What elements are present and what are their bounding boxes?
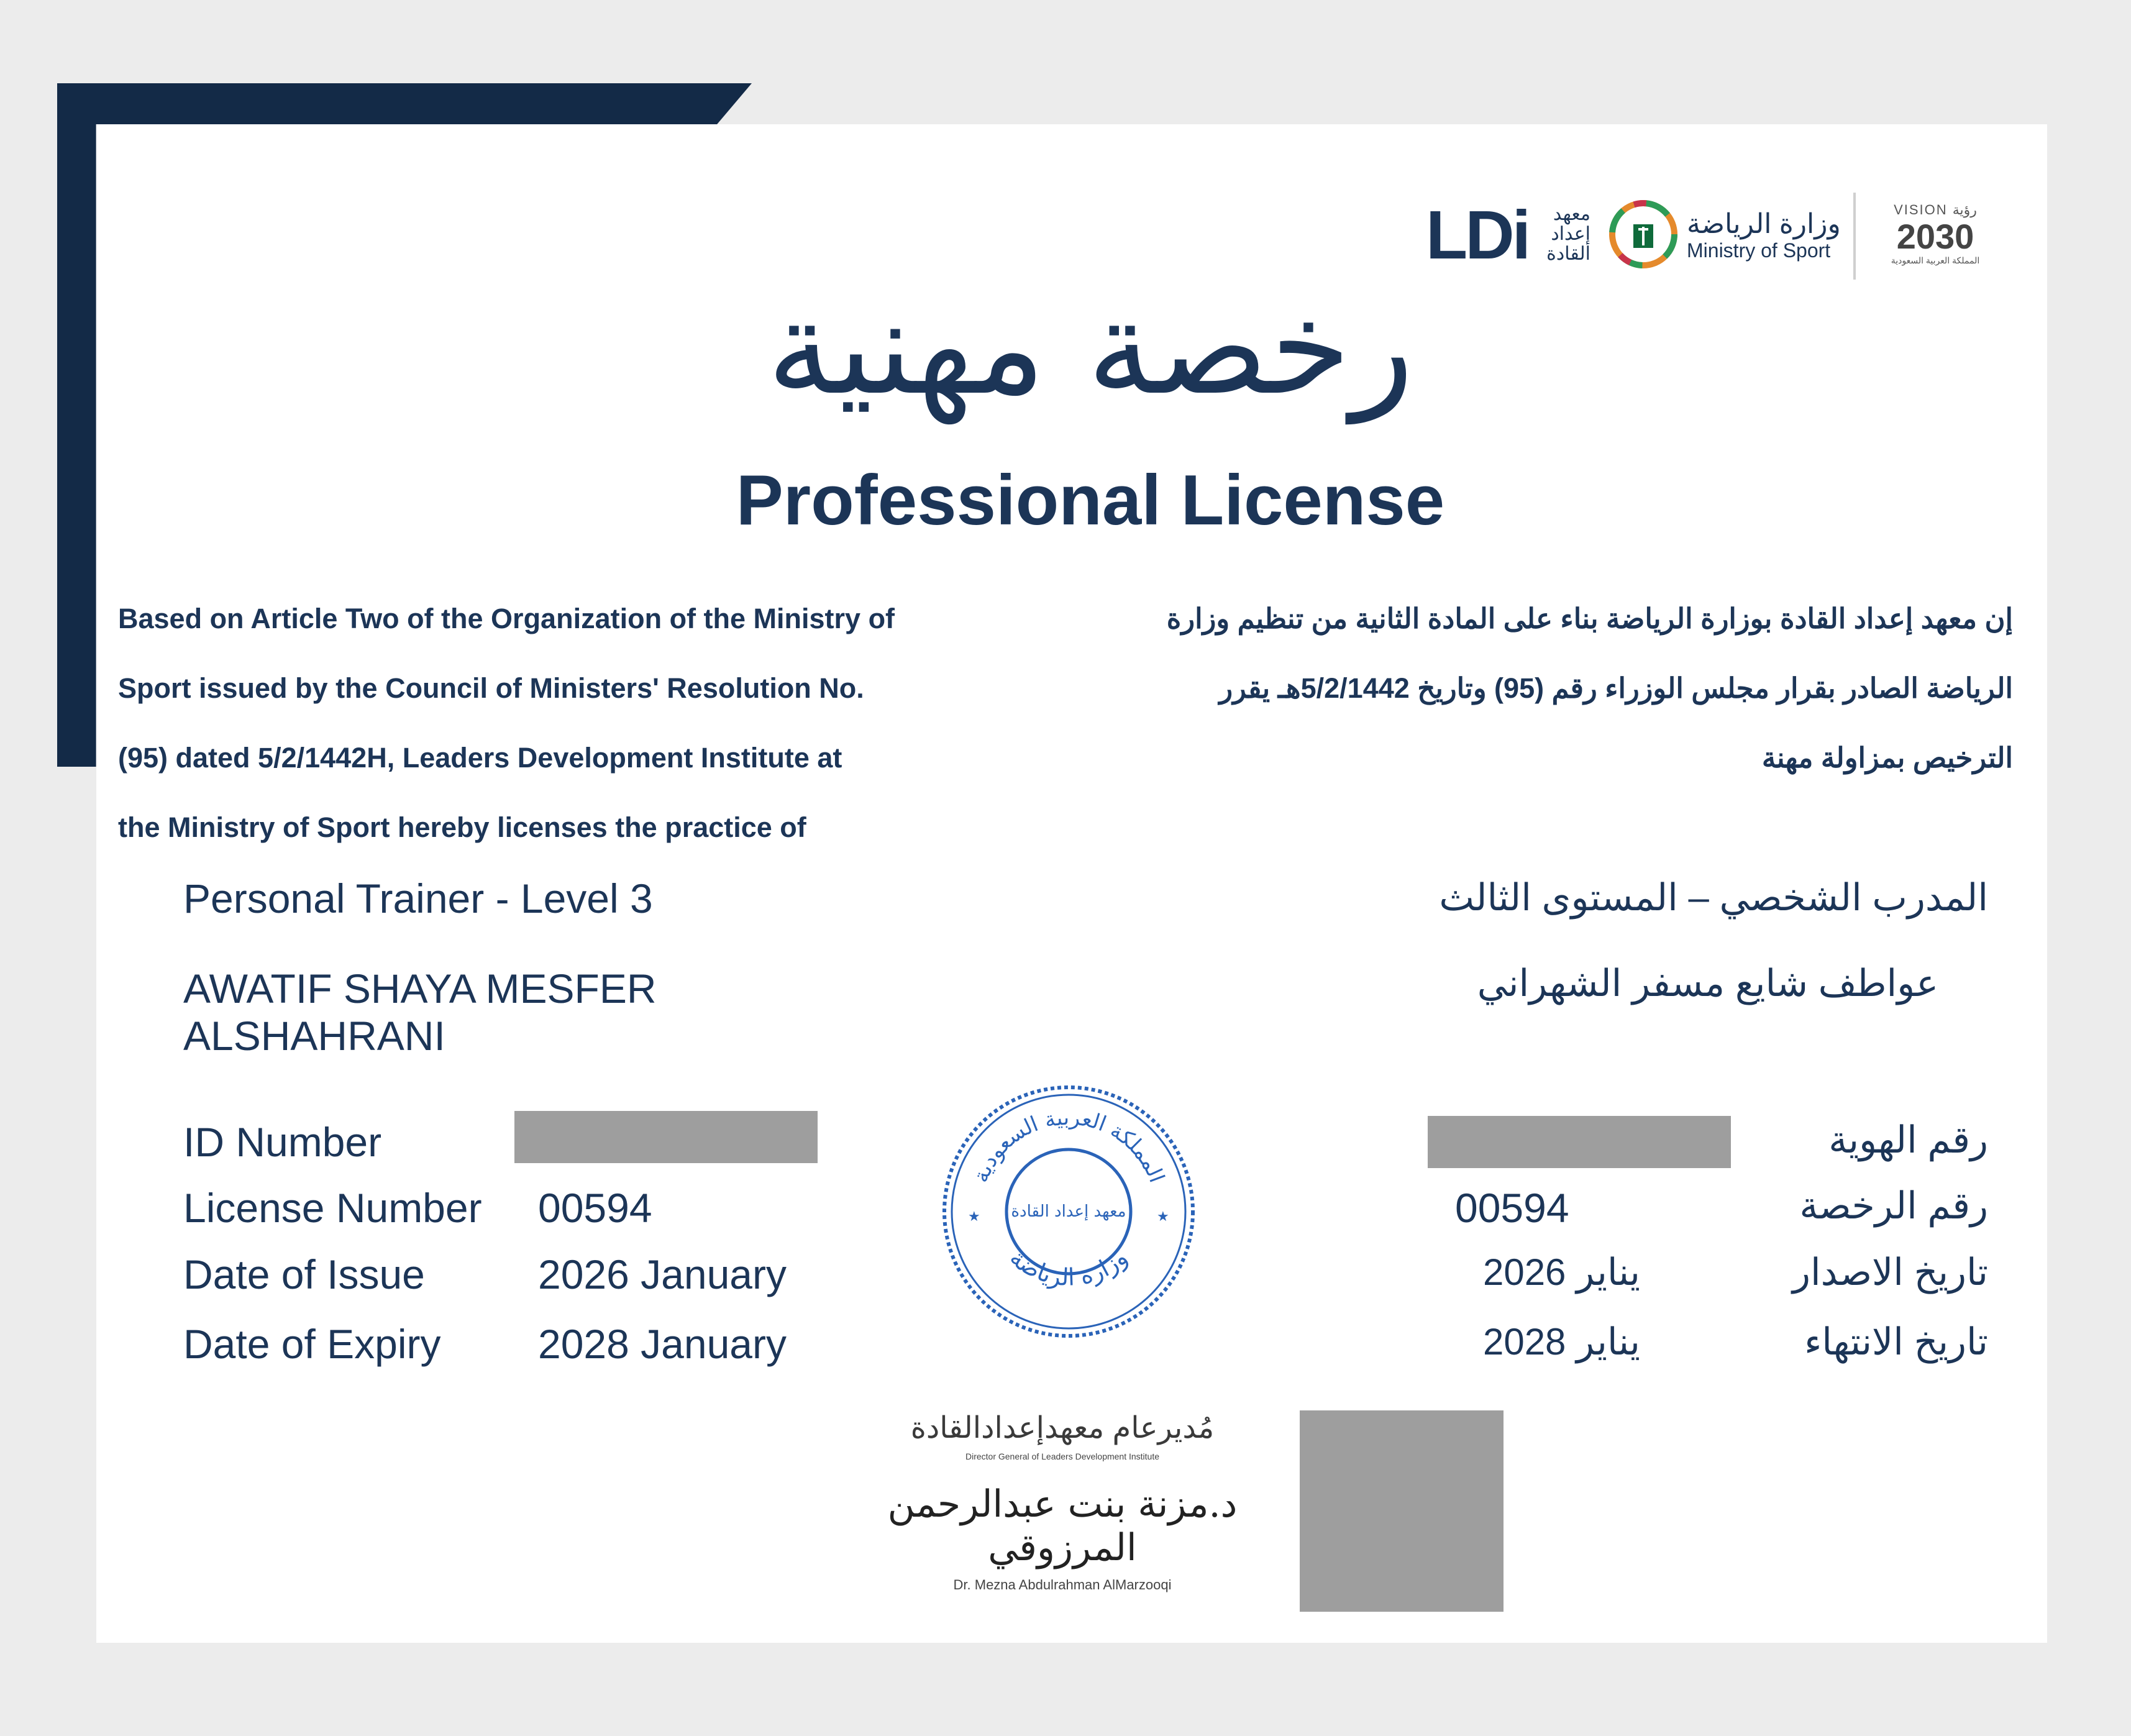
holder-name-en-line2: ALSHAHRANI [183, 1013, 445, 1059]
profession-arabic: المدرب الشخصي – المستوى الثالث [1439, 877, 1988, 918]
stamp-bottom-text: وزارة الرياضة [1004, 1243, 1133, 1291]
holder-name-en-line1: AWATIF SHAYA MESFER [183, 966, 657, 1012]
statement-en-line: Based on Article Two of the Organization of the Ministry of [118, 603, 895, 634]
ministry-name-arabic: وزارة الرياضة [1687, 209, 1841, 239]
statement-english [118, 584, 1000, 862]
id-number-label: ID Number [183, 1119, 382, 1165]
issue-date-label-arabic: تاريخ الاصدار [1792, 1251, 1988, 1293]
statement-en-line: (95) dated 5/2/1442H, Leaders Development Institute at [118, 742, 842, 774]
qr-code-redaction [1300, 1410, 1504, 1612]
statement-ar-line: إن معهد إعداد القادة بوزارة الرياضة بناء على المادة الثانية من تنظيم وزارة [1166, 603, 2013, 634]
svg-text:★: ★ [968, 1208, 980, 1224]
ministry-emblem-icon [1606, 197, 1681, 272]
statement-en-line: Sport issued by the Council of Ministers' Resolution No. [118, 672, 864, 704]
stamp-inner-text: معهد إعداد القادة [1011, 1202, 1126, 1221]
statement-arabic [1112, 584, 2013, 793]
id-number-redaction-en [514, 1111, 818, 1163]
id-number-label-arabic: رقم الهوية [1828, 1119, 1988, 1161]
issue-date-value-arabic: يناير 2026 [1482, 1251, 1640, 1293]
expiry-date-value: 2028 January [538, 1321, 787, 1367]
issue-date-value: 2026 January [538, 1251, 787, 1297]
expiry-date-label-arabic: تاريخ الانتهاء [1804, 1321, 1988, 1363]
vision-2030-logo [1886, 202, 1985, 266]
title-english: Professional License [736, 461, 1445, 540]
signatory-title-english: Director General of Leaders Development Institute [965, 1451, 1160, 1461]
ministry-name-english: Ministry of Sport [1687, 239, 1831, 262]
holder-name-english [183, 965, 657, 1059]
issue-date-label: Date of Issue [183, 1251, 425, 1297]
ldi-logo-arabic: معهد إعداد القادة [1546, 204, 1590, 264]
signature-block [870, 1410, 1255, 1603]
holder-name-arabic: عواطف شايع مسفر الشهراني [1477, 962, 1938, 1004]
license-number-value-arabic-side: 00594 [1455, 1185, 1569, 1231]
ldi-logo: LDi [1426, 197, 1529, 273]
vision-label-ar: رؤية [1952, 202, 1977, 217]
logo-divider [1853, 193, 1856, 280]
expiry-date-label: Date of Expiry [183, 1321, 441, 1367]
license-number-value: 00594 [538, 1185, 652, 1231]
signatory-title-arabic: مُديرعام معهدإعدادالقادة [910, 1412, 1215, 1445]
vision-subtitle: المملكة العربية السعودية [1891, 255, 1980, 265]
statement-en-line: the Ministry of Sport hereby licenses the practice of [118, 811, 806, 843]
vision-year: 2030 [1896, 217, 1974, 256]
svg-text:★: ★ [1157, 1208, 1169, 1224]
vision-label-en: VISION [1894, 202, 1948, 217]
statement-ar-line: الرياضة الصادر بقرار مجلس الوزراء رقم (95) وتاريخ 5/2/1442هـ يقرر [1219, 672, 2013, 704]
stamp-outer-text: المملكة العربية السعودية [968, 1105, 1169, 1186]
title-arabic: رخصة مهنية [767, 272, 1414, 424]
id-number-redaction-ar [1428, 1116, 1731, 1168]
statement-ar-line: الترخيص بمزاولة مهنة [1761, 742, 2013, 774]
official-stamp [938, 1081, 1199, 1342]
expiry-date-value-arabic: يناير 2028 [1482, 1321, 1640, 1363]
license-number-label: License Number [183, 1185, 482, 1231]
profession-english: Personal Trainer - Level 3 [183, 875, 653, 921]
signatory-name-english: Dr. Mezna Abdulrahman AlMarzooqi [953, 1577, 1172, 1592]
signatory-name-arabic: د.مزنة بنت عبدالرحمن المرزوقي [887, 1482, 1238, 1569]
license-number-label-arabic: رقم الرخصة [1799, 1185, 1988, 1227]
